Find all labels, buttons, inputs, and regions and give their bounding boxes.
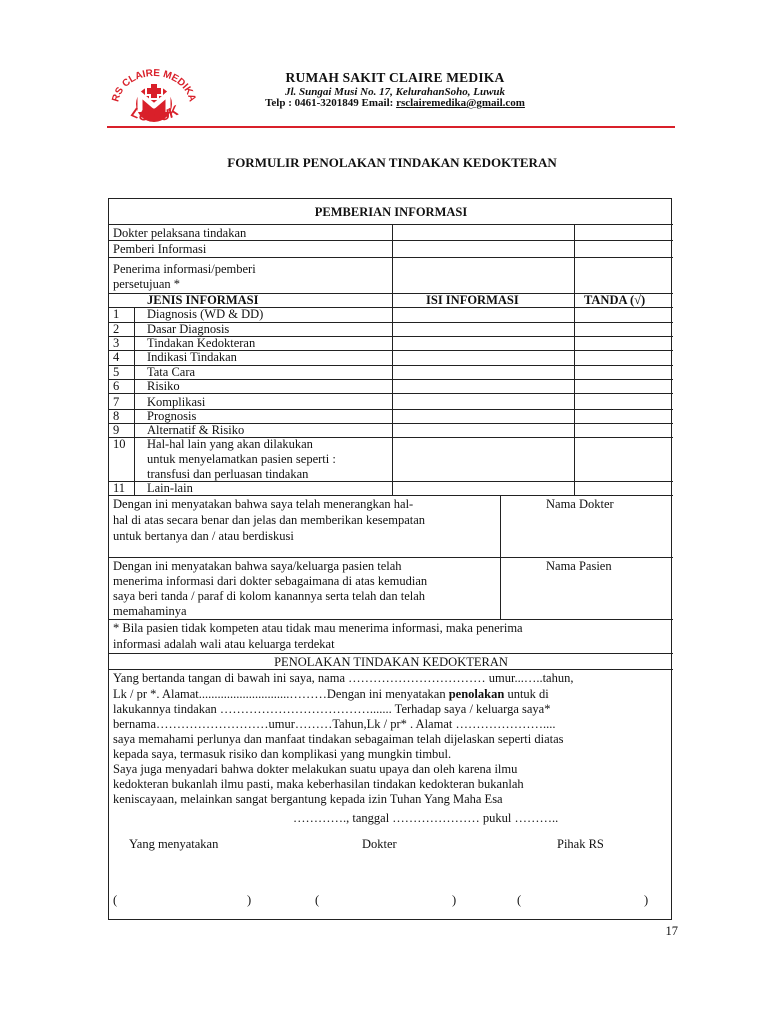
- line: [109, 557, 673, 558]
- form-table: [108, 198, 672, 920]
- page-number: 17: [665, 924, 678, 938]
- competence-note: informasi adalah wali atau keluarga terdekat: [113, 637, 335, 651]
- item-no: 2: [113, 322, 120, 336]
- hospital-address: Jl. Sungai Musi No. 17, KelurahanSoho, Luwuk: [284, 86, 506, 98]
- row-dokter-pelaksana: Dokter pelaksana tindakan: [113, 226, 247, 240]
- item-label: Tata Cara: [147, 365, 196, 379]
- competence-note: * Bila pasien tidak kompeten atau tidak mau menerima informasi, maka penerima: [113, 621, 523, 635]
- paren-close: ): [247, 893, 252, 907]
- section-info-title: PEMBERIAN INFORMASI: [314, 205, 468, 219]
- line: [109, 257, 673, 258]
- item-no: 11: [113, 481, 126, 495]
- hospital-logo: [104, 62, 204, 128]
- item-no: 9: [113, 423, 120, 437]
- item-no: 1: [113, 307, 120, 321]
- row-pemberi-informasi: Pemberi Informasi: [113, 242, 207, 256]
- item-no: 10: [113, 437, 126, 451]
- email-value: rsclairemedika@gmail.com: [396, 97, 525, 109]
- item-label: Alternatif & Risiko: [147, 423, 245, 437]
- item-label: Komplikasi: [147, 395, 206, 409]
- patient-statement: Dengan ini menyatakan bahwa saya/keluarga pasien telah: [113, 559, 402, 573]
- logo-text-top: RS CLAIRE MEDIKA: [110, 67, 198, 104]
- item-label: Lain-lain: [147, 481, 193, 495]
- line: [574, 224, 575, 495]
- paren-open: (: [113, 893, 118, 907]
- doctor-name-label: Nama Dokter: [546, 497, 614, 511]
- refusal-text: lakukannya tindakan ………………………………....... Terhadap saya / keluarga saya*: [113, 702, 551, 716]
- item-label: Hal-hal lain yang akan dilakukan: [147, 437, 313, 451]
- row-penerima-informasi-2: persetujuan *: [113, 277, 180, 291]
- hospital-contact: [215, 97, 575, 109]
- item-label-cont: transfusi dan perluasan tindakan: [147, 467, 309, 481]
- item-label: Prognosis: [147, 409, 197, 423]
- patient-statement: saya beri tanda / paraf di kolom kanannya serta telah dan telah: [113, 589, 426, 603]
- date-line: …………., tanggal ………………… pukul ………..: [293, 811, 559, 825]
- telp-value: 0461-3201849: [294, 97, 359, 109]
- refusal-text: bernama………………………umur………Tahun,Lk / pr* . Alamat …………………....: [113, 717, 556, 731]
- row-penerima-informasi: Penerima informasi/pemberi: [113, 262, 256, 276]
- col-isi-informasi: ISI INFORMASI: [426, 293, 519, 307]
- paren-close: ): [644, 893, 649, 907]
- signature-label-hospital: Pihak RS: [557, 837, 604, 851]
- col-tanda: TANDA (√): [584, 293, 646, 307]
- item-label-cont: untuk menyelamatkan pasien seperti :: [147, 452, 336, 466]
- refusal-text-post: untuk di: [504, 687, 549, 701]
- line: [500, 495, 501, 619]
- refusal-text-pre: Lk / pr *. Alamat.............................………Dengan ini menyatakan: [113, 687, 449, 701]
- refusal-text: Saya juga menyadari bahwa dokter melakukan suatu upaya dan oleh karena ilmu: [113, 762, 518, 776]
- item-label: Dasar Diagnosis: [147, 322, 230, 336]
- paren-close: ): [452, 893, 457, 907]
- item-label: Tindakan Kedokteran: [147, 336, 256, 350]
- paren-open: (: [315, 893, 320, 907]
- hospital-name: RUMAH SAKIT CLAIRE MEDIKA: [285, 70, 505, 85]
- col-jenis-informasi: JENIS INFORMASI: [147, 293, 259, 307]
- logo-text-bottom: LUWUK: [129, 102, 182, 125]
- line: [109, 619, 673, 620]
- item-label: Indikasi Tindakan: [147, 350, 237, 364]
- header-divider: [107, 126, 675, 128]
- doctor-statement: untuk bertanya dan / atau berdiskusi: [113, 529, 294, 543]
- email-label: Email:: [358, 97, 397, 109]
- patient-name-label: Nama Pasien: [546, 559, 612, 573]
- line: [109, 495, 673, 496]
- refusal-keyword: penolakan: [448, 687, 505, 701]
- refusal-text: Yang bertanda tangan di bawah ini saya, nama …………………………… umur...…..tahun,: [113, 671, 574, 685]
- doctor-statement: hal di atas secara benar dan jelas dan memberikan kesempatan: [113, 513, 426, 527]
- refusal-title: PENOLAKAN TINDAKAN KEDOKTERAN: [274, 655, 508, 669]
- line: [109, 224, 673, 225]
- refusal-text: saya memahami perlunya dan manfaat tindakan sebagaiman telah dijelaskan seperti diatas: [113, 732, 564, 746]
- signature-label-declarant: Yang menyatakan: [129, 837, 219, 851]
- item-no: 4: [113, 350, 120, 364]
- refusal-text: [113, 687, 549, 702]
- refusal-text: kedokteran bukanlah ilmu pasti, maka keberhasilan tindakan kedokteran bukanlah: [113, 777, 524, 791]
- refusal-text: kepada saya, termasuk risiko dan komplikasi yang mungkin timbul.: [113, 747, 452, 761]
- signature-label-doctor: Dokter: [362, 837, 397, 851]
- form-title: FORMULIR PENOLAKAN TINDAKAN KEDOKTERAN: [227, 155, 557, 170]
- item-label: Diagnosis (WD & DD): [147, 307, 264, 321]
- item-no: 5: [113, 365, 120, 379]
- line: [109, 393, 673, 394]
- patient-statement: memahaminya: [113, 604, 187, 618]
- item-no: 6: [113, 379, 120, 393]
- patient-statement: menerima informasi dari dokter sebagaimana di atas kemudian: [113, 574, 428, 588]
- item-no: 8: [113, 409, 120, 423]
- refusal-text: keniscayaan, melainkan sangat bergantung kepada izin Tuhan Yang Maha Esa: [113, 792, 503, 806]
- item-no: 3: [113, 336, 120, 350]
- telp-label: Telp :: [265, 97, 295, 109]
- paren-open: (: [517, 893, 522, 907]
- item-no: 7: [113, 395, 120, 409]
- doctor-statement: Dengan ini menyatakan bahwa saya telah menerangkan hal-: [113, 497, 414, 511]
- line: [392, 224, 393, 495]
- line: [109, 653, 673, 654]
- line: [134, 307, 135, 495]
- item-label: Risiko: [147, 379, 180, 393]
